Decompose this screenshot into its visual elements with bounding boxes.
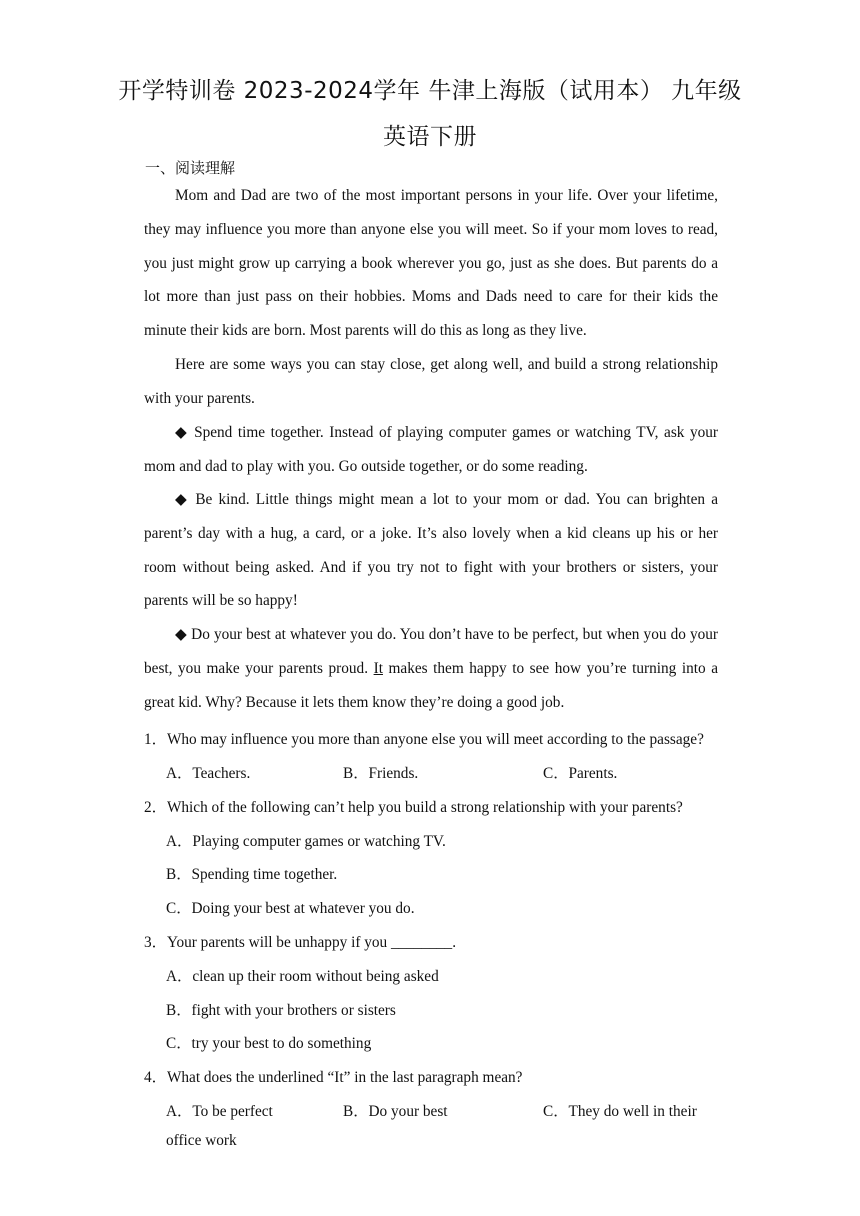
question-number: 3． xyxy=(144,934,167,951)
page-subtitle: 英语下册 xyxy=(383,124,477,150)
option-c: C．try your best to do something xyxy=(166,1035,372,1052)
option-a: A．clean up their room without being asked xyxy=(166,968,439,985)
section-heading: 一、阅读理解 xyxy=(145,159,236,177)
question-text: Your parents will be unhappy if you ________. xyxy=(166,934,457,951)
passage-bullet-1 xyxy=(144,416,718,484)
question-number: 2． xyxy=(144,799,167,816)
bullet-text: Spend time together. Instead of playing computer games or watching TV, ask your mom and dad to play with you. Go outside together, or do some reading. xyxy=(144,424,719,475)
diamond-bullet-icon: ◆ xyxy=(175,491,190,508)
option-a: A．Playing computer games or watching TV. xyxy=(166,833,446,850)
question-number: 1． xyxy=(144,731,167,748)
option-c: C．Parents. xyxy=(543,765,618,782)
passage-paragraph-2: Here are some ways you can stay close, get along well, and build a strong relationship with your parents. xyxy=(144,356,718,407)
question-text: Which of the following can’t help you build a strong relationship with your parents? xyxy=(166,799,683,816)
question-3 xyxy=(144,930,456,952)
passage-bullet-3 xyxy=(144,618,718,719)
bullet-text: Do your best at whatever you do. You don’t have to be perfect, but when you do your best, you make your parents proud. xyxy=(144,626,719,677)
option-b: B．Spending time together. xyxy=(166,866,338,883)
option-a: A．Teachers. xyxy=(166,765,251,782)
question-text: What does the underlined “It” in the last paragraph mean? xyxy=(166,1069,523,1086)
question-1 xyxy=(144,727,704,749)
option-b: B．fight with your brothers or sisters xyxy=(166,1002,396,1019)
question-2 xyxy=(144,795,683,817)
bullet-text: makes them happy to see how you’re turning into a great kid. Why? Because it lets them know they’re doing a good job. xyxy=(144,659,719,711)
question-4 xyxy=(144,1065,522,1087)
page-title: 开学特训卷 2023-2024学年 牛津上海版（试用本） 九年级 xyxy=(118,78,742,104)
diamond-bullet-icon: ◆ xyxy=(175,626,188,643)
option-b: B．Do your best xyxy=(343,1103,448,1120)
question-text: Who may influence you more than anyone else you will meet according to the passage? xyxy=(166,731,704,748)
option-c: C．Doing your best at whatever you do. xyxy=(166,900,415,917)
passage-paragraph-1: Mom and Dad are two of the most important persons in your life. Over your lifetime, they may influence you more than anyone else you will meet. So if your mom loves to read, you just might grow up carrying a book wherever you go, just as she does. But parents do a lot more than just pass on their hobbies. Moms and Dads need to care for their kids the minute their kids are born. Most parents will do this as long as they live. xyxy=(144,187,718,340)
option-c-continued: office work xyxy=(166,1132,237,1149)
bullet-text: Be kind. Little things might mean a lot to your mom or dad. You can brighten a parent’s day with a hug, a card, or a joke. It’s also lovely when a kid cleans up his or her room without being asked. And if you try not to fight with your brothers or sisters, your parents will be so happy! xyxy=(144,491,719,610)
passage-bullet-2 xyxy=(144,483,718,618)
option-a: A．To be perfect xyxy=(166,1103,273,1120)
option-b: B．Friends. xyxy=(343,765,419,782)
diamond-bullet-icon: ◆ xyxy=(175,424,189,441)
question-number: 4． xyxy=(144,1069,167,1086)
option-c: C．They do well in their xyxy=(543,1103,697,1120)
underlined-word: It xyxy=(373,659,383,677)
